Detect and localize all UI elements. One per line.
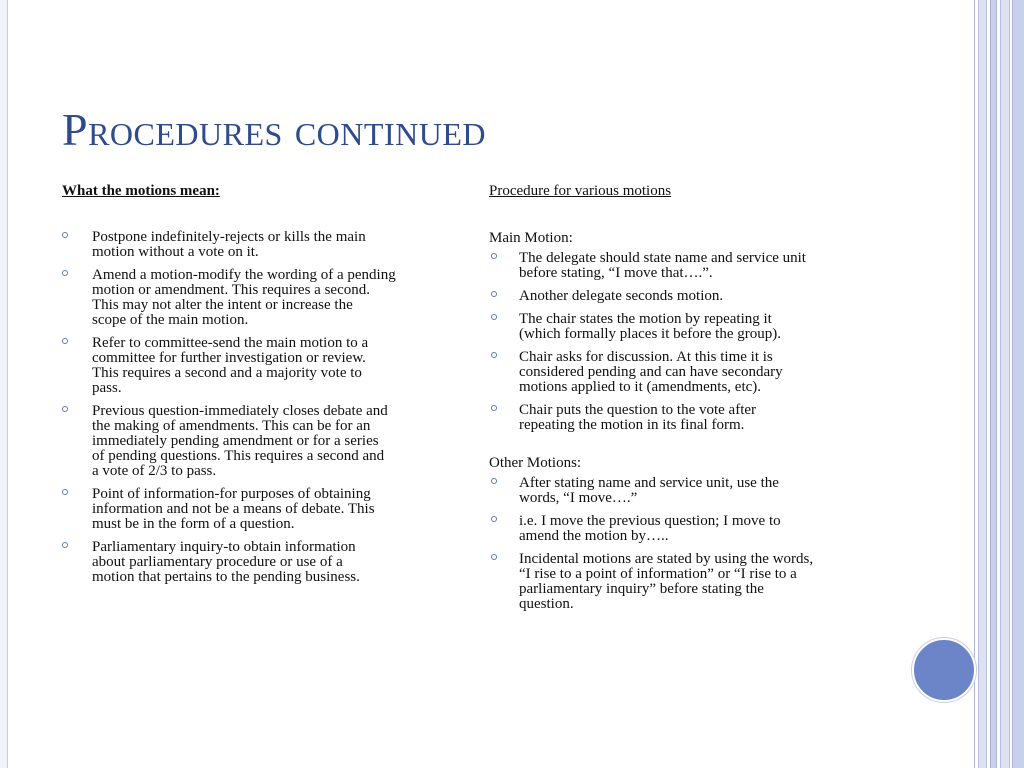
line: amend the motion by….. xyxy=(519,528,669,544)
line: Point of information-for purposes of obtaining xyxy=(92,486,371,502)
list-item xyxy=(62,487,462,532)
line: immediately pending amendment or for a series xyxy=(92,433,379,449)
bullet-icon xyxy=(62,542,68,548)
list-item xyxy=(489,312,899,342)
bullet-icon xyxy=(62,338,68,344)
other-motions-list xyxy=(489,476,899,612)
list-item xyxy=(489,251,899,281)
decorative-stripe xyxy=(1000,0,1010,768)
bullet-icon xyxy=(491,352,497,358)
line: Amend a motion-modify the wording of a pending xyxy=(92,267,396,283)
line: scope of the main motion. xyxy=(92,312,249,328)
bullet-icon xyxy=(491,405,497,411)
motion-meaning-list xyxy=(62,230,462,585)
main-motion-heading: Main Motion: xyxy=(489,230,573,246)
left-column xyxy=(62,183,462,593)
list-item xyxy=(489,289,899,304)
line: question. xyxy=(519,596,574,612)
line: pass. xyxy=(92,380,122,396)
line: before stating, “I move that….”. xyxy=(519,265,713,281)
list-item xyxy=(62,268,462,328)
line: Postpone indefinitely-rejects or kills the main xyxy=(92,229,366,245)
right-decorative-stripes xyxy=(974,0,1024,768)
line: must be in the form of a question. xyxy=(92,516,295,532)
line: Previous question-immediately closes debate and xyxy=(92,403,388,419)
bullet-icon xyxy=(62,232,68,238)
slide-title: Procedures continued xyxy=(62,104,486,155)
list-item xyxy=(489,552,899,612)
bullet-icon xyxy=(62,489,68,495)
bullet-icon xyxy=(491,314,497,320)
left-edge-border xyxy=(0,0,8,768)
line: Refer to committee-send the main motion to a xyxy=(92,335,369,351)
bullet-icon xyxy=(491,554,497,560)
line: Parliamentary inquiry-to obtain information xyxy=(92,539,356,555)
decorative-stripe xyxy=(990,0,997,768)
line: committee for further investigation or review. xyxy=(92,350,366,366)
list-item xyxy=(62,230,462,260)
decorative-stripe xyxy=(974,0,975,768)
right-column xyxy=(489,183,899,620)
line: repeating the motion in its final form. xyxy=(519,417,745,433)
line: Another delegate seconds motion. xyxy=(519,288,724,304)
line: Chair puts the question to the vote after xyxy=(519,402,757,418)
line: a vote of 2/3 to pass. xyxy=(92,463,217,479)
main-motion-list xyxy=(489,251,899,433)
line: Chair asks for discussion. At this time it is xyxy=(519,349,773,365)
bullet-icon xyxy=(491,291,497,297)
line: motions applied to it (amendments, etc). xyxy=(519,379,762,395)
decorative-circle xyxy=(912,638,976,702)
line: This may not alter the intent or increase the xyxy=(92,297,353,313)
line: of pending questions. This requires a second and xyxy=(92,448,385,464)
list-item xyxy=(62,404,462,479)
list-item xyxy=(489,350,899,395)
decorative-stripe xyxy=(1012,0,1024,768)
line: The delegate should state name and service unit xyxy=(519,250,806,266)
line: motion without a vote on it. xyxy=(92,244,259,260)
list-item xyxy=(489,403,899,433)
line: parliamentary inquiry” before stating the xyxy=(519,581,764,597)
list-item xyxy=(489,476,899,506)
bullet-icon xyxy=(491,478,497,484)
line: the making of amendments. This can be for an xyxy=(92,418,371,434)
line: i.e. I move the previous question; I move to xyxy=(519,513,781,529)
list-item xyxy=(62,336,462,396)
list-item xyxy=(62,540,462,585)
line: Incidental motions are stated by using the words, xyxy=(519,551,814,567)
bullet-icon xyxy=(62,406,68,412)
line: “I rise to a point of information” or “I rise to a xyxy=(519,566,797,582)
line: This requires a second and a majority vote to xyxy=(92,365,362,381)
line: about parliamentary procedure or use of a xyxy=(92,554,343,570)
line: motion that pertains to the pending business. xyxy=(92,569,360,585)
bullet-icon xyxy=(62,270,68,276)
list-item xyxy=(489,514,899,544)
line: The chair states the motion by repeating it xyxy=(519,311,772,327)
line: words, “I move….” xyxy=(519,490,638,506)
line: motion or amendment. This requires a second. xyxy=(92,282,370,298)
line: information and not be a means of debate. This xyxy=(92,501,375,517)
line: considered pending and can have secondary xyxy=(519,364,783,380)
other-motions-heading: Other Motions: xyxy=(489,455,582,471)
bullet-icon xyxy=(491,253,497,259)
decorative-stripe xyxy=(978,0,987,768)
line: After stating name and service unit, use the xyxy=(519,475,779,491)
bullet-icon xyxy=(491,516,497,522)
line: (which formally places it before the group). xyxy=(519,326,781,342)
right-column-heading: Procedure for various motions xyxy=(489,183,672,199)
left-column-heading: What the motions mean: xyxy=(62,183,220,199)
